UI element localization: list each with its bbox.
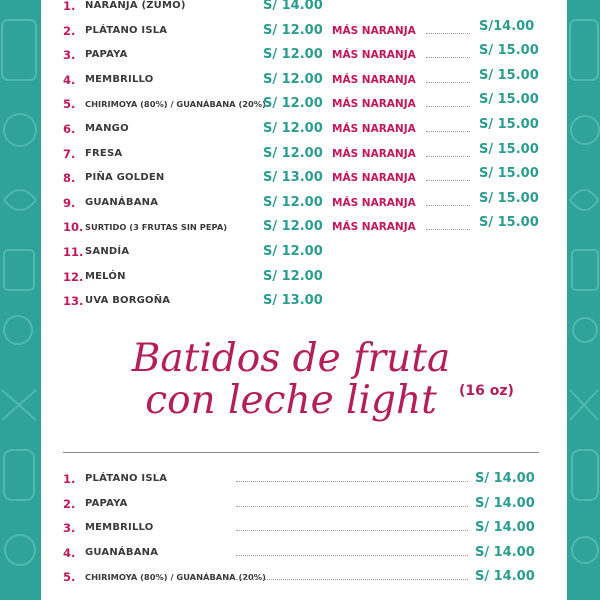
- item-name: FRESA: [85, 147, 123, 159]
- extra-price: S/14.00: [479, 18, 535, 34]
- item-name: PIÑA GOLDEN: [85, 172, 165, 184]
- section-heading: [121, 338, 461, 422]
- item-price: S/ 14.00: [475, 520, 535, 535]
- item-price: S/ 12.00: [263, 219, 323, 235]
- extra-label: MÁS NARANJA: [332, 73, 416, 86]
- item-price: S/ 14.00: [475, 569, 535, 584]
- dot-leader: [236, 530, 468, 531]
- extra-price: S/ 15.00: [479, 166, 539, 182]
- extra-price: S/ 15.00: [479, 190, 539, 206]
- extra-label: MÁS NARANJA: [332, 147, 416, 160]
- item-number: 12.: [63, 269, 84, 284]
- extra-label: MÁS NARANJA: [332, 196, 416, 209]
- item-name: CHIRIMOYA (80%) / GUANÁBANA (20%): [85, 572, 266, 582]
- extra-label: MÁS NARANJA: [332, 24, 416, 37]
- item-number: 3.: [63, 521, 76, 535]
- menu-row: [41, 215, 567, 239]
- item-name: UVA BORGOÑA: [85, 295, 171, 307]
- menu-row: [41, 467, 567, 491]
- menu-row: [41, 289, 567, 313]
- divider: [63, 452, 539, 453]
- menu-card: [41, 0, 567, 600]
- extra-price: S/ 15.00: [479, 67, 539, 83]
- item-price: S/ 12.00: [263, 121, 323, 136]
- item-name: NARANJA (ZUMO): [85, 0, 186, 11]
- dot-leader: [426, 131, 470, 132]
- item-price: S/ 12.00: [263, 145, 323, 161]
- menu-row: [41, 240, 567, 264]
- extra-price: S/ 15.00: [479, 92, 539, 108]
- item-price: S/ 12.00: [263, 47, 323, 63]
- item-price: S/ 12.00: [263, 96, 323, 112]
- menu-row: [41, 541, 567, 565]
- item-price: S/ 14.00: [475, 544, 535, 560]
- heading-line-2: con leche light: [145, 378, 437, 423]
- item-name: SURTIDO (3 FRUTAS SIN PEPA): [85, 222, 228, 233]
- extra-price: S/ 15.00: [479, 43, 539, 59]
- item-name: PLÁTANO ISLA: [85, 473, 168, 484]
- item-number: 4.: [63, 72, 76, 87]
- item-number: 11.: [63, 245, 84, 259]
- dot-leader: [426, 33, 470, 34]
- dot-leader: [426, 57, 470, 58]
- item-name: CHIRIMOYA (80%) / GUANÁBANA (20%): [85, 99, 266, 110]
- extra-label: MÁS NARANJA: [332, 221, 416, 234]
- item-price: S/ 13.00: [263, 170, 323, 186]
- dot-leader: [426, 229, 470, 230]
- menu-row: [41, 516, 567, 540]
- item-name: MEMBRILLO: [85, 522, 154, 533]
- item-name: PAPAYA: [85, 497, 128, 509]
- dot-leader: [236, 555, 468, 556]
- item-number: 7.: [63, 146, 76, 161]
- item-number: 2.: [63, 23, 76, 38]
- item-number: 3.: [63, 48, 76, 63]
- dot-leader: [236, 579, 468, 580]
- menu-row: [41, 265, 567, 289]
- item-price: S/ 12.00: [263, 71, 323, 87]
- item-price: S/ 14.00: [475, 495, 535, 511]
- item-price: S/ 12.00: [263, 194, 323, 210]
- heading-line-1: Batidos de fruta: [131, 336, 451, 381]
- item-number: 1.: [63, 472, 76, 486]
- item-name: SANDÍA: [85, 246, 130, 257]
- dot-leader: [426, 106, 470, 107]
- item-name: PLÁTANO ISLA: [85, 24, 168, 36]
- item-number: 6.: [63, 122, 76, 136]
- dot-leader: [236, 481, 468, 482]
- item-number: 8.: [63, 171, 76, 186]
- extra-label: MÁS NARANJA: [332, 172, 416, 185]
- item-number: 1.: [63, 0, 76, 13]
- dot-leader: [426, 205, 470, 206]
- item-name: GUANÁBANA: [85, 546, 159, 558]
- extra-price: S/ 15.00: [479, 215, 539, 231]
- dot-leader: [426, 82, 470, 83]
- extra-label: MÁS NARANJA: [332, 98, 416, 111]
- extra-price: S/ 15.00: [479, 141, 539, 157]
- item-number: 5.: [63, 97, 76, 112]
- menu-row: [41, 492, 567, 516]
- item-number: 2.: [63, 496, 76, 511]
- item-number: 9.: [63, 195, 76, 210]
- item-number: 10.: [63, 220, 84, 235]
- menu-row: [41, 565, 567, 589]
- item-price: S/ 14.00: [475, 471, 535, 486]
- item-price: S/ 13.00: [263, 293, 323, 309]
- item-name: MANGO: [85, 123, 129, 134]
- item-number: 13.: [63, 294, 84, 309]
- item-price: S/ 12.00: [263, 268, 323, 284]
- item-price: S/ 12.00: [263, 244, 323, 259]
- item-name: MEMBRILLO: [85, 73, 154, 85]
- item-number: 4.: [63, 545, 76, 560]
- dot-leader: [426, 180, 470, 181]
- extra-label: MÁS NARANJA: [332, 123, 416, 135]
- item-number: 5.: [63, 570, 76, 584]
- item-name: MELÓN: [85, 270, 126, 282]
- item-price: S/ 12.00: [263, 22, 323, 38]
- dot-leader: [426, 156, 470, 157]
- extra-label: MÁS NARANJA: [332, 49, 416, 62]
- item-name: PAPAYA: [85, 49, 128, 61]
- size-label: (16 oz): [459, 383, 514, 399]
- extra-price: S/ 15.00: [479, 117, 539, 132]
- dot-leader: [236, 506, 468, 507]
- item-price: S/ 14.00: [263, 0, 323, 13]
- item-name: GUANÁBANA: [85, 196, 159, 208]
